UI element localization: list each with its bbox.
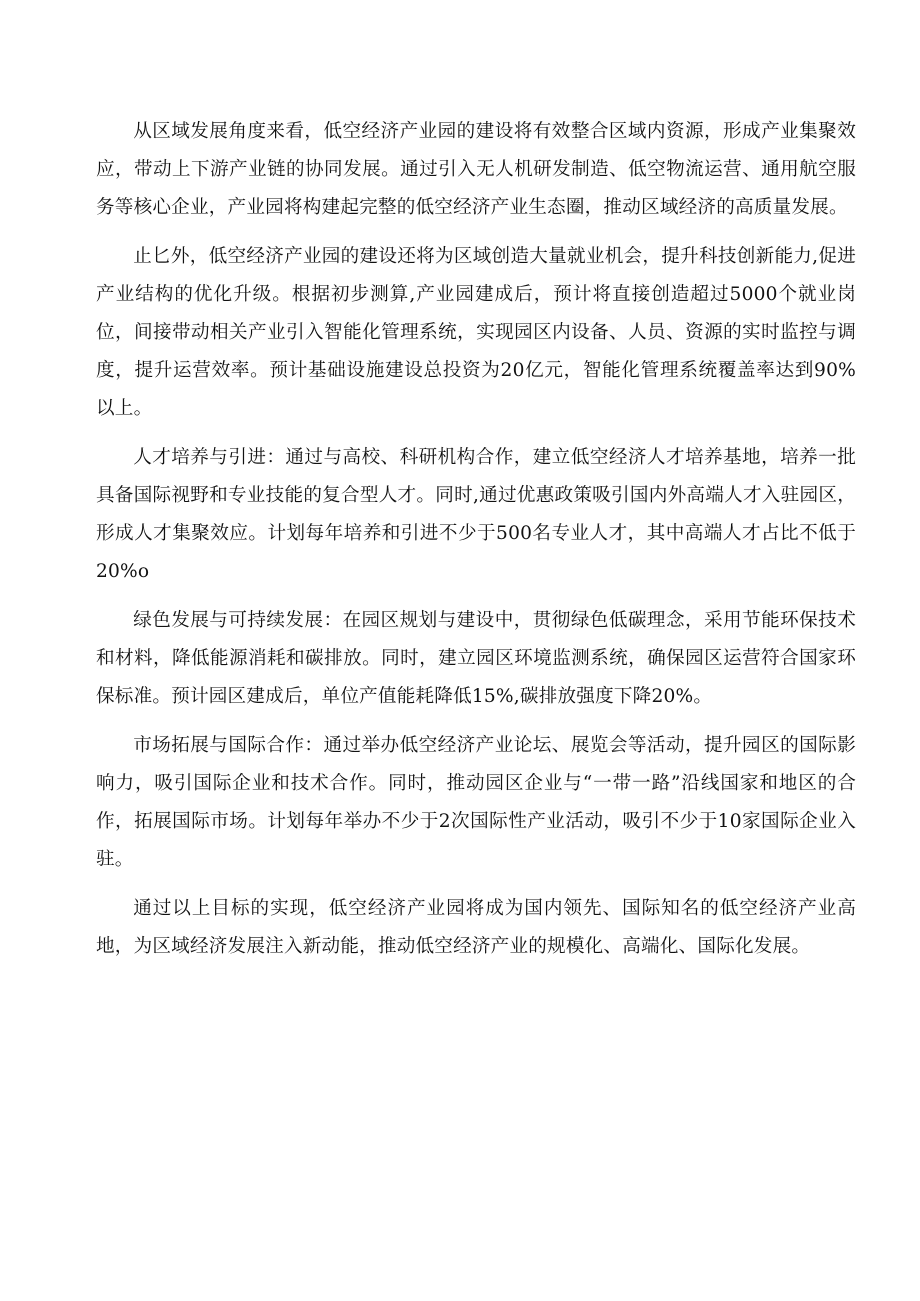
paragraph-talent-cultivation: 人才培养与引进：通过与高校、科研机构合作，建立低空经济人才培养基地，培养一批具备国际视野和专业技能的复合型人才。同时,通过优惠政策吸引国内外高端人才入驻园区，形成人才集聚效应。计划每年培养和引进不少于500名专业人才，其中高端人才占比不低于20%o: [96, 447, 856, 582]
document-body: [96, 113, 856, 977]
paragraph-conclusion: 通过以上目标的实现，低空经济产业园将成为国内领先、国际知名的低空经济产业高地，为区域经济发展注入新动能，推动低空经济产业的规模化、高端化、国际化发展。: [96, 898, 856, 957]
paragraph-green-development: 绿色发展与可持续发展：在园区规划与建设中，贯彻绿色低碳理念，采用节能环保技术和材料，降低能源消耗和碳排放。同时，建立园区环境监测系统，确保园区运营符合国家环保标准。预计园区建成后，单位产值能耗降低15%,碳排放强度下降20%。: [96, 610, 856, 707]
paragraph-employment-and-investment: 止匕外，低空经济产业园的建设还将为区域创造大量就业机会，提升科技创新能力,促进产业结构的优化升级。根据初步测算,产业园建成后，预计将直接创造超过5000个就业岗位，间接带动相关产业引入智能化管理系统，实现园区内设备、人员、资源的实时监控与调度，提升运营效率。预计基础设施建设总投资为20亿元，智能化管理系统覆盖率达到90%以上。: [96, 246, 856, 419]
paragraph-market-expansion: 市场拓展与国际合作：通过举办低空经济产业论坛、展览会等活动，提升园区的国际影响力，吸引国际企业和技术合作。同时，推动园区企业与“一带一路”沿线国家和地区的合作，拓展国际市场。计划每年举办不少于2次国际性产业活动，吸引不少于10家国际企业入驻。: [96, 735, 856, 870]
paragraph-regional-development: 从区域发展角度来看，低空经济产业园的建设将有效整合区域内资源，形成产业集聚效应，带动上下游产业链的协同发展。通过引入无人机研发制造、低空物流运营、通用航空服务等核心企业，产业园将构建起完整的低空经济产业生态圈，推动区域经济的高质量发展。: [96, 121, 856, 218]
